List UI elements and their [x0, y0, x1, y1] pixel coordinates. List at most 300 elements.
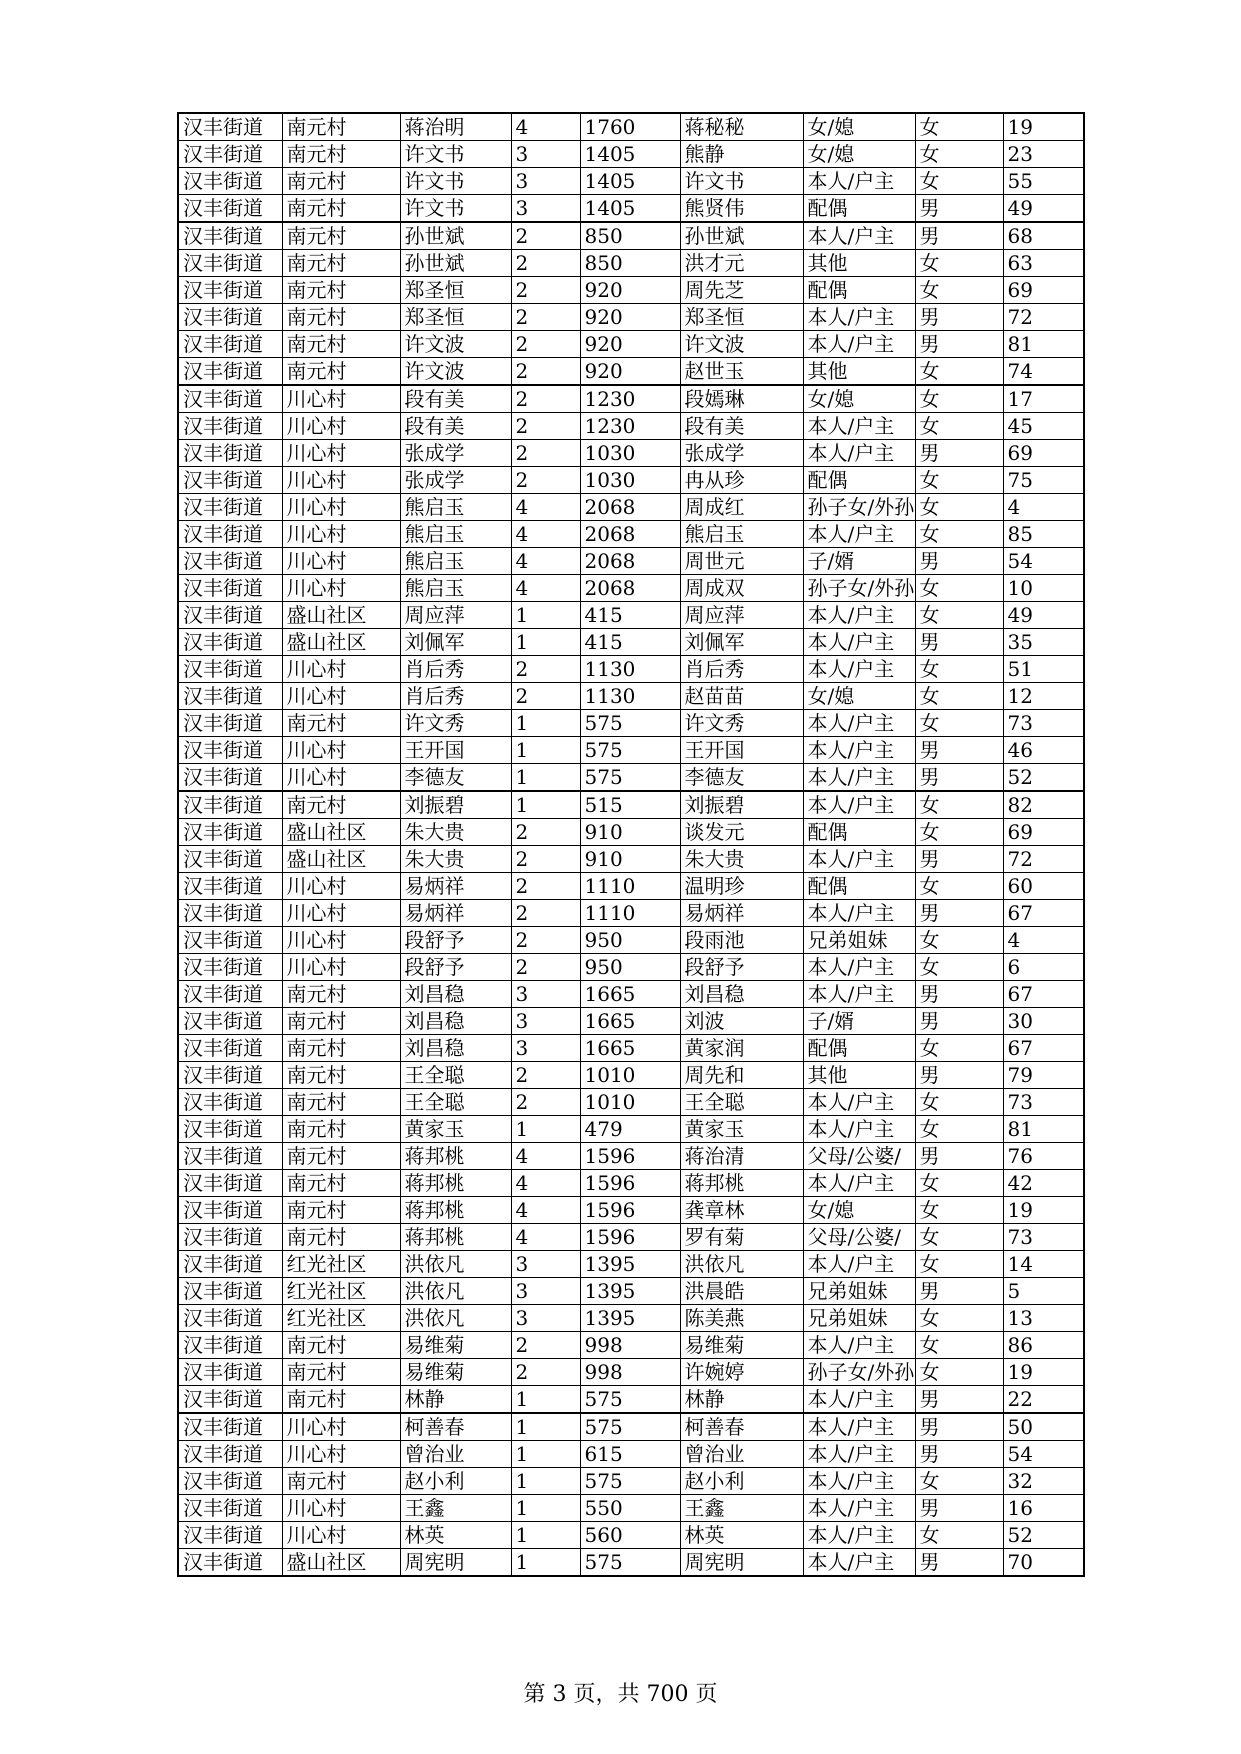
amount-cell: 415 [580, 602, 680, 629]
gender-cell: 女 [915, 602, 1003, 629]
table-row [178, 304, 1084, 331]
relation-cell: 本人/户主 [803, 222, 915, 250]
member-count-cell: 2 [511, 927, 580, 954]
village-cell: 盛山社区 [282, 602, 400, 629]
relation-cell: 女/媳 [803, 1197, 915, 1224]
village-cell: 南元村 [282, 141, 400, 168]
relation-cell: 本人/户主 [803, 954, 915, 981]
relation-cell: 本人/户主 [803, 1251, 915, 1278]
amount-cell: 1230 [580, 413, 680, 440]
village-cell: 南元村 [282, 1197, 400, 1224]
member-name-cell: 黄家润 [680, 1035, 803, 1062]
table-row [178, 900, 1084, 927]
table-row [178, 1413, 1084, 1441]
relation-cell: 本人/户主 [803, 656, 915, 683]
gender-cell: 男 [915, 629, 1003, 656]
relation-cell: 本人/户主 [803, 1413, 915, 1441]
householder-cell: 段有美 [400, 413, 511, 440]
member-count-cell: 1 [511, 1522, 580, 1549]
member-name-cell: 柯善春 [680, 1413, 803, 1441]
age-cell: 67 [1003, 900, 1084, 927]
member-name-cell: 段舒予 [680, 954, 803, 981]
householder-cell: 蒋治明 [400, 113, 511, 141]
amount-cell: 910 [580, 819, 680, 846]
member-count-cell: 4 [511, 1170, 580, 1197]
village-cell: 川心村 [282, 656, 400, 683]
village-cell: 川心村 [282, 440, 400, 467]
village-cell: 川心村 [282, 413, 400, 440]
street-cell: 汉丰街道 [178, 521, 282, 548]
member-count-cell: 1 [511, 1386, 580, 1414]
householder-cell: 王全聪 [400, 1089, 511, 1116]
street-cell: 汉丰街道 [178, 548, 282, 575]
gender-cell: 女 [915, 1089, 1003, 1116]
street-cell: 汉丰街道 [178, 1008, 282, 1035]
table-row [178, 710, 1084, 737]
age-cell: 6 [1003, 954, 1084, 981]
age-cell: 81 [1003, 331, 1084, 358]
street-cell: 汉丰街道 [178, 1441, 282, 1468]
gender-cell: 男 [915, 1008, 1003, 1035]
table-row [178, 954, 1084, 981]
householder-cell: 许文波 [400, 358, 511, 386]
member-name-cell: 许婉婷 [680, 1359, 803, 1386]
street-cell: 汉丰街道 [178, 819, 282, 846]
table-row [178, 981, 1084, 1008]
member-name-cell: 易炳祥 [680, 900, 803, 927]
village-cell: 南元村 [282, 1089, 400, 1116]
relation-cell: 本人/户主 [803, 168, 915, 195]
age-cell: 73 [1003, 1224, 1084, 1251]
member-name-cell: 黄家玉 [680, 1116, 803, 1143]
member-count-cell: 1 [511, 1495, 580, 1522]
member-count-cell: 2 [511, 467, 580, 494]
householder-cell: 刘昌稳 [400, 1008, 511, 1035]
member-count-cell: 1 [511, 1116, 580, 1143]
relation-cell: 配偶 [803, 873, 915, 900]
village-cell: 川心村 [282, 873, 400, 900]
age-cell: 79 [1003, 1062, 1084, 1089]
street-cell: 汉丰街道 [178, 737, 282, 764]
gender-cell: 女 [915, 710, 1003, 737]
householder-cell: 许文书 [400, 168, 511, 195]
gender-cell: 女 [915, 791, 1003, 819]
street-cell: 汉丰街道 [178, 954, 282, 981]
amount-cell: 550 [580, 1495, 680, 1522]
amount-cell: 1110 [580, 900, 680, 927]
relation-cell: 本人/户主 [803, 440, 915, 467]
relation-cell: 本人/户主 [803, 629, 915, 656]
relation-cell: 本人/户主 [803, 413, 915, 440]
gender-cell: 女 [915, 1251, 1003, 1278]
street-cell: 汉丰街道 [178, 467, 282, 494]
member-name-cell: 龚章林 [680, 1197, 803, 1224]
householder-cell: 朱大贵 [400, 819, 511, 846]
relation-cell: 本人/户主 [803, 737, 915, 764]
member-count-cell: 2 [511, 331, 580, 358]
relation-cell: 父母/公婆/ [803, 1143, 915, 1170]
member-name-cell: 冉从珍 [680, 467, 803, 494]
relation-cell: 女/媳 [803, 683, 915, 710]
member-name-cell: 周应萍 [680, 602, 803, 629]
relation-cell: 孙子女/外孙 [803, 575, 915, 602]
age-cell: 69 [1003, 819, 1084, 846]
relation-cell: 本人/户主 [803, 1495, 915, 1522]
street-cell: 汉丰街道 [178, 1062, 282, 1089]
village-cell: 红光社区 [282, 1278, 400, 1305]
street-cell: 汉丰街道 [178, 358, 282, 386]
village-cell: 南元村 [282, 1224, 400, 1251]
village-cell: 川心村 [282, 1495, 400, 1522]
age-cell: 67 [1003, 1035, 1084, 1062]
age-cell: 73 [1003, 1089, 1084, 1116]
member-name-cell: 孙世斌 [680, 222, 803, 250]
member-name-cell: 周宪明 [680, 1549, 803, 1577]
amount-cell: 950 [580, 927, 680, 954]
relation-cell: 兄弟姐妹 [803, 1278, 915, 1305]
householder-cell: 许文波 [400, 331, 511, 358]
gender-cell: 男 [915, 440, 1003, 467]
relation-cell: 兄弟姐妹 [803, 1305, 915, 1332]
gender-cell: 女 [915, 575, 1003, 602]
relation-cell: 女/媳 [803, 113, 915, 141]
table-row [178, 1549, 1084, 1577]
street-cell: 汉丰街道 [178, 1278, 282, 1305]
amount-cell: 615 [580, 1441, 680, 1468]
householder-cell: 易维菊 [400, 1359, 511, 1386]
householder-cell: 洪依凡 [400, 1305, 511, 1332]
householder-cell: 孙世斌 [400, 250, 511, 277]
relation-cell: 本人/户主 [803, 791, 915, 819]
amount-cell: 850 [580, 250, 680, 277]
street-cell: 汉丰街道 [178, 791, 282, 819]
village-cell: 川心村 [282, 548, 400, 575]
member-name-cell: 陈美燕 [680, 1305, 803, 1332]
table-row [178, 413, 1084, 440]
amount-cell: 1395 [580, 1251, 680, 1278]
householder-cell: 许文书 [400, 141, 511, 168]
table-row [178, 1386, 1084, 1414]
member-count-cell: 2 [511, 683, 580, 710]
member-name-cell: 林静 [680, 1386, 803, 1414]
relation-cell: 本人/户主 [803, 1441, 915, 1468]
amount-cell: 1130 [580, 656, 680, 683]
village-cell: 盛山社区 [282, 629, 400, 656]
amount-cell: 1665 [580, 981, 680, 1008]
gender-cell: 女 [915, 413, 1003, 440]
member-name-cell: 段有美 [680, 413, 803, 440]
member-name-cell: 王全聪 [680, 1089, 803, 1116]
amount-cell: 1130 [580, 683, 680, 710]
gender-cell: 女 [915, 1305, 1003, 1332]
village-cell: 川心村 [282, 467, 400, 494]
village-cell: 南元村 [282, 981, 400, 1008]
relation-cell: 兄弟姐妹 [803, 927, 915, 954]
householder-cell: 洪依凡 [400, 1278, 511, 1305]
table-row [178, 764, 1084, 792]
member-count-cell: 1 [511, 791, 580, 819]
member-count-cell: 3 [511, 1008, 580, 1035]
amount-cell: 998 [580, 1359, 680, 1386]
street-cell: 汉丰街道 [178, 1197, 282, 1224]
relation-cell: 本人/户主 [803, 846, 915, 873]
table-row [178, 195, 1084, 223]
member-count-cell: 2 [511, 222, 580, 250]
householder-cell: 熊启玉 [400, 548, 511, 575]
member-count-cell: 2 [511, 846, 580, 873]
age-cell: 35 [1003, 629, 1084, 656]
street-cell: 汉丰街道 [178, 927, 282, 954]
street-cell: 汉丰街道 [178, 683, 282, 710]
amount-cell: 920 [580, 304, 680, 331]
amount-cell: 575 [580, 710, 680, 737]
gender-cell: 女 [915, 1522, 1003, 1549]
member-count-cell: 4 [511, 521, 580, 548]
table-row [178, 1035, 1084, 1062]
street-cell: 汉丰街道 [178, 1089, 282, 1116]
village-cell: 川心村 [282, 683, 400, 710]
member-count-cell: 3 [511, 168, 580, 195]
gender-cell: 女 [915, 954, 1003, 981]
householder-cell: 易炳祥 [400, 900, 511, 927]
village-cell: 川心村 [282, 521, 400, 548]
table-row [178, 1008, 1084, 1035]
table-row [178, 1062, 1084, 1089]
gender-cell: 女 [915, 1170, 1003, 1197]
table-row [178, 250, 1084, 277]
householder-cell: 周宪明 [400, 1549, 511, 1577]
member-name-cell: 洪依凡 [680, 1251, 803, 1278]
member-count-cell: 2 [511, 1332, 580, 1359]
amount-cell: 920 [580, 358, 680, 386]
member-count-cell: 3 [511, 981, 580, 1008]
gender-cell: 女 [915, 819, 1003, 846]
village-cell: 南元村 [282, 250, 400, 277]
gender-cell: 女 [915, 168, 1003, 195]
relation-cell: 本人/户主 [803, 1170, 915, 1197]
householder-cell: 蒋邦桃 [400, 1143, 511, 1170]
table-row [178, 494, 1084, 521]
street-cell: 汉丰街道 [178, 304, 282, 331]
village-cell: 南元村 [282, 1035, 400, 1062]
amount-cell: 1030 [580, 440, 680, 467]
age-cell: 5 [1003, 1278, 1084, 1305]
gender-cell: 女 [915, 385, 1003, 413]
village-cell: 南元村 [282, 277, 400, 304]
member-name-cell: 许文秀 [680, 710, 803, 737]
member-name-cell: 肖后秀 [680, 656, 803, 683]
relation-cell: 本人/户主 [803, 764, 915, 792]
householder-cell: 蒋邦桃 [400, 1170, 511, 1197]
age-cell: 81 [1003, 1116, 1084, 1143]
member-name-cell: 张成学 [680, 440, 803, 467]
relation-cell: 女/媳 [803, 385, 915, 413]
street-cell: 汉丰街道 [178, 710, 282, 737]
householder-cell: 洪依凡 [400, 1251, 511, 1278]
householder-cell: 易维菊 [400, 1332, 511, 1359]
age-cell: 30 [1003, 1008, 1084, 1035]
member-count-cell: 1 [511, 629, 580, 656]
village-cell: 南元村 [282, 358, 400, 386]
amount-cell: 575 [580, 1468, 680, 1495]
village-cell: 川心村 [282, 954, 400, 981]
gender-cell: 男 [915, 1062, 1003, 1089]
gender-cell: 女 [915, 358, 1003, 386]
householder-cell: 黄家玉 [400, 1116, 511, 1143]
gender-cell: 男 [915, 1495, 1003, 1522]
age-cell: 17 [1003, 385, 1084, 413]
village-cell: 川心村 [282, 494, 400, 521]
relation-cell: 其他 [803, 250, 915, 277]
age-cell: 54 [1003, 548, 1084, 575]
amount-cell: 575 [580, 1386, 680, 1414]
member-name-cell: 许文波 [680, 331, 803, 358]
table-row [178, 113, 1084, 141]
age-cell: 49 [1003, 195, 1084, 223]
householder-cell: 刘振碧 [400, 791, 511, 819]
amount-cell: 850 [580, 222, 680, 250]
member-name-cell: 王鑫 [680, 1495, 803, 1522]
table-row [178, 846, 1084, 873]
table-row [178, 575, 1084, 602]
village-cell: 南元村 [282, 1062, 400, 1089]
amount-cell: 560 [580, 1522, 680, 1549]
member-name-cell: 蒋秘秘 [680, 113, 803, 141]
table-row [178, 1522, 1084, 1549]
householder-cell: 张成学 [400, 467, 511, 494]
street-cell: 汉丰街道 [178, 1522, 282, 1549]
gender-cell: 男 [915, 737, 1003, 764]
householder-cell: 肖后秀 [400, 656, 511, 683]
member-count-cell: 2 [511, 413, 580, 440]
member-name-cell: 洪才元 [680, 250, 803, 277]
age-cell: 75 [1003, 467, 1084, 494]
age-cell: 12 [1003, 683, 1084, 710]
table-row [178, 331, 1084, 358]
householder-cell: 林英 [400, 1522, 511, 1549]
street-cell: 汉丰街道 [178, 1035, 282, 1062]
age-cell: 85 [1003, 521, 1084, 548]
gender-cell: 男 [915, 304, 1003, 331]
table-row [178, 277, 1084, 304]
relation-cell: 配偶 [803, 195, 915, 223]
age-cell: 46 [1003, 737, 1084, 764]
member-name-cell: 王开国 [680, 737, 803, 764]
age-cell: 86 [1003, 1332, 1084, 1359]
village-cell: 南元村 [282, 1170, 400, 1197]
table-row [178, 1359, 1084, 1386]
age-cell: 67 [1003, 981, 1084, 1008]
village-cell: 南元村 [282, 1468, 400, 1495]
householder-cell: 王鑫 [400, 1495, 511, 1522]
amount-cell: 575 [580, 1549, 680, 1577]
householder-cell: 刘昌稳 [400, 981, 511, 1008]
member-count-cell: 1 [511, 764, 580, 792]
street-cell: 汉丰街道 [178, 250, 282, 277]
table-row [178, 737, 1084, 764]
table-row [178, 1116, 1084, 1143]
relation-cell: 子/婿 [803, 548, 915, 575]
amount-cell: 920 [580, 331, 680, 358]
amount-cell: 1010 [580, 1062, 680, 1089]
member-count-cell: 2 [511, 1062, 580, 1089]
member-name-cell: 周成双 [680, 575, 803, 602]
amount-cell: 1110 [580, 873, 680, 900]
table-row [178, 602, 1084, 629]
gender-cell: 男 [915, 1143, 1003, 1170]
gender-cell: 女 [915, 1224, 1003, 1251]
street-cell: 汉丰街道 [178, 168, 282, 195]
age-cell: 10 [1003, 575, 1084, 602]
relation-cell: 孙子女/外孙 [803, 494, 915, 521]
relation-cell: 其他 [803, 1062, 915, 1089]
member-name-cell: 蒋治清 [680, 1143, 803, 1170]
age-cell: 50 [1003, 1413, 1084, 1441]
village-cell: 红光社区 [282, 1251, 400, 1278]
gender-cell: 女 [915, 277, 1003, 304]
member-name-cell: 赵世玉 [680, 358, 803, 386]
age-cell: 72 [1003, 846, 1084, 873]
age-cell: 70 [1003, 1549, 1084, 1577]
street-cell: 汉丰街道 [178, 277, 282, 304]
village-cell: 川心村 [282, 737, 400, 764]
member-count-cell: 3 [511, 1251, 580, 1278]
householder-cell: 周应萍 [400, 602, 511, 629]
table-row [178, 358, 1084, 386]
gender-cell: 女 [915, 683, 1003, 710]
member-name-cell: 赵小利 [680, 1468, 803, 1495]
householder-cell: 肖后秀 [400, 683, 511, 710]
village-cell: 南元村 [282, 331, 400, 358]
member-count-cell: 2 [511, 440, 580, 467]
member-name-cell: 蒋邦桃 [680, 1170, 803, 1197]
member-count-cell: 2 [511, 954, 580, 981]
relation-cell: 本人/户主 [803, 1089, 915, 1116]
street-cell: 汉丰街道 [178, 602, 282, 629]
age-cell: 76 [1003, 1143, 1084, 1170]
relation-cell: 父母/公婆/ [803, 1224, 915, 1251]
relation-cell: 本人/户主 [803, 1116, 915, 1143]
age-cell: 22 [1003, 1386, 1084, 1414]
village-cell: 川心村 [282, 1413, 400, 1441]
gender-cell: 女 [915, 467, 1003, 494]
page-footer: 第 3 页，共 700 页 [523, 1682, 718, 1707]
householder-cell: 段舒予 [400, 927, 511, 954]
householder-cell: 朱大贵 [400, 846, 511, 873]
member-count-cell: 4 [511, 548, 580, 575]
member-count-cell: 2 [511, 385, 580, 413]
age-cell: 49 [1003, 602, 1084, 629]
table-row [178, 1197, 1084, 1224]
gender-cell: 男 [915, 331, 1003, 358]
amount-cell: 1596 [580, 1143, 680, 1170]
amount-cell: 1405 [580, 195, 680, 223]
age-cell: 42 [1003, 1170, 1084, 1197]
table-row [178, 467, 1084, 494]
householder-cell: 熊启玉 [400, 575, 511, 602]
street-cell: 汉丰街道 [178, 629, 282, 656]
gender-cell: 女 [915, 521, 1003, 548]
member-count-cell: 2 [511, 1089, 580, 1116]
member-count-cell: 4 [511, 1224, 580, 1251]
street-cell: 汉丰街道 [178, 575, 282, 602]
amount-cell: 1596 [580, 1197, 680, 1224]
table-row [178, 222, 1084, 250]
gender-cell: 女 [915, 1116, 1003, 1143]
village-cell: 川心村 [282, 927, 400, 954]
village-cell: 南元村 [282, 1332, 400, 1359]
table-row [178, 168, 1084, 195]
